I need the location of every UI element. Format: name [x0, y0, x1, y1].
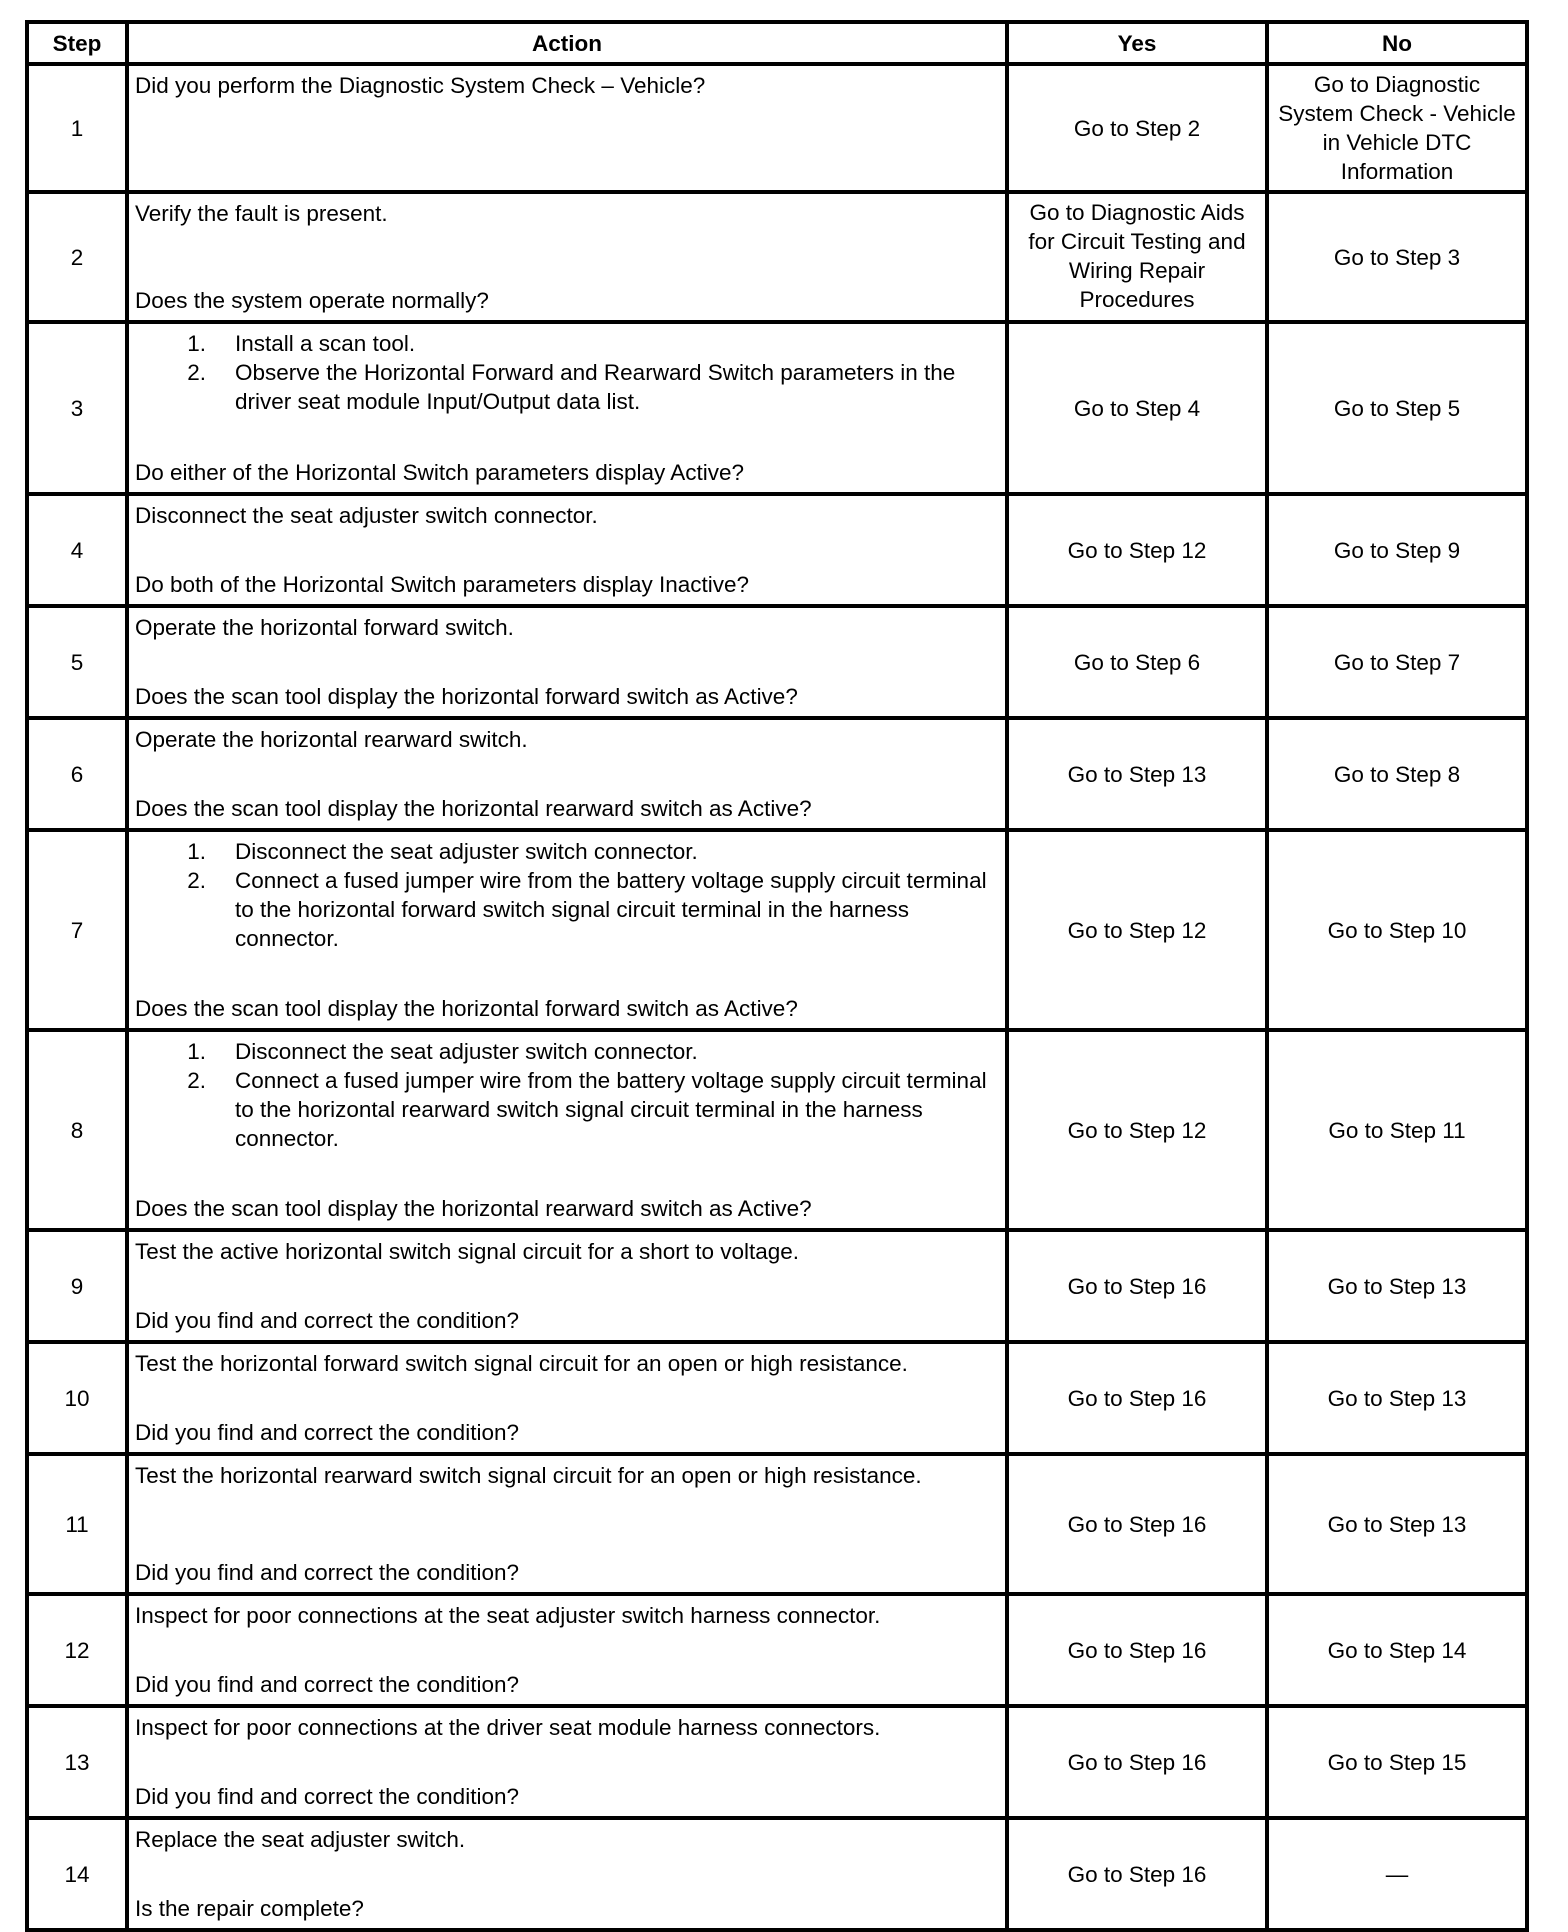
procedure-list — [135, 837, 999, 953]
procedure-item-number: 2. — [187, 868, 206, 893]
action-question: Did you find and correct the condition? — [135, 1672, 519, 1697]
table-row — [27, 1454, 1527, 1594]
no-result: Go to Step 14 — [1267, 1594, 1527, 1706]
header-step: Step — [27, 22, 127, 64]
table-row — [27, 1818, 1527, 1930]
step-number: 6 — [27, 718, 127, 830]
spacer — [135, 1630, 999, 1670]
header-action: Action — [127, 22, 1007, 64]
procedure-item-text: Install a scan tool. — [235, 331, 416, 356]
action-cell — [127, 322, 1007, 494]
procedure-item-number: 1. — [187, 1039, 206, 1064]
spacer — [135, 754, 999, 794]
action-cell — [127, 1594, 1007, 1706]
yes-result: Go to Step 12 — [1007, 830, 1267, 1030]
action-instruction: Operate the horizontal forward switch. — [135, 615, 514, 640]
action-cell — [127, 830, 1007, 1030]
action-cell — [127, 494, 1007, 606]
table-row — [27, 1706, 1527, 1818]
yes-result: Go to Step 16 — [1007, 1706, 1267, 1818]
spacer — [135, 1153, 999, 1194]
procedure-list — [135, 329, 999, 416]
no-result: Go to Step 5 — [1267, 322, 1527, 494]
action-question: Does the system operate normally? — [135, 288, 489, 313]
table-row — [27, 1030, 1527, 1230]
action-instruction: Verify the fault is present. — [135, 201, 388, 226]
action-instruction: Test the horizontal rearward switch signal circuit for an open or high resistance. — [135, 1463, 922, 1488]
step-number: 12 — [27, 1594, 127, 1706]
step-number: 4 — [27, 494, 127, 606]
action-instruction: Did you perform the Diagnostic System Check – Vehicle? — [135, 73, 706, 98]
yes-result: Go to Step 16 — [1007, 1818, 1267, 1930]
action-cell — [127, 1706, 1007, 1818]
procedure-item — [135, 1066, 999, 1153]
table-body — [27, 64, 1527, 1930]
yes-result: Go to Step 16 — [1007, 1342, 1267, 1454]
spacer — [135, 1854, 999, 1894]
action-question: Did you find and correct the condition? — [135, 1784, 519, 1809]
no-result: Go to Step 13 — [1267, 1342, 1527, 1454]
step-number: 8 — [27, 1030, 127, 1230]
step-number: 1 — [27, 64, 127, 192]
table-header — [27, 22, 1527, 64]
action-cell — [127, 606, 1007, 718]
yes-result: Go to Step 6 — [1007, 606, 1267, 718]
procedure-item-text: Disconnect the seat adjuster switch connector. — [235, 1039, 698, 1064]
action-cell — [127, 1342, 1007, 1454]
action-instruction: Test the horizontal forward switch signal circuit for an open or high resistance. — [135, 1351, 908, 1376]
yes-result: Go to Step 2 — [1007, 64, 1267, 192]
procedure-item-text: Connect a fused jumper wire from the battery voltage supply circuit terminal to the horizontal rearward switch signal circuit terminal in the harness connector. — [235, 1068, 987, 1151]
no-result: Go to Step 8 — [1267, 718, 1527, 830]
procedure-item-text: Observe the Horizontal Forward and Rearward Switch parameters in the driver seat module Input/Output data list. — [235, 360, 956, 414]
table-row — [27, 322, 1527, 494]
action-instruction: Replace the seat adjuster switch. — [135, 1827, 466, 1852]
procedure-item-number: 1. — [187, 331, 206, 356]
no-result: Go to Step 13 — [1267, 1454, 1527, 1594]
spacer — [135, 530, 999, 570]
spacer — [135, 1490, 999, 1558]
spacer — [135, 1378, 999, 1418]
yes-result: Go to Step 16 — [1007, 1230, 1267, 1342]
table-row — [27, 192, 1527, 322]
yes-result: Go to Step 4 — [1007, 322, 1267, 494]
action-question: Does the scan tool display the horizontal rearward switch as Active? — [135, 796, 812, 821]
no-result: Go to Step 9 — [1267, 494, 1527, 606]
table-row — [27, 830, 1527, 1030]
spacer — [135, 228, 999, 286]
no-result: — — [1267, 1818, 1527, 1930]
procedure-item — [135, 837, 999, 866]
action-question: Is the repair complete? — [135, 1896, 364, 1921]
action-question: Did you find and correct the condition? — [135, 1420, 519, 1445]
action-instruction: Test the active horizontal switch signal circuit for a short to voltage. — [135, 1239, 800, 1264]
yes-result: Go to Diagnostic Aids for Circuit Testing and Wiring Repair Procedures — [1007, 192, 1267, 322]
step-number: 11 — [27, 1454, 127, 1594]
table-row — [27, 494, 1527, 606]
procedure-item — [135, 329, 999, 358]
table-row — [27, 1594, 1527, 1706]
yes-result: Go to Step 13 — [1007, 718, 1267, 830]
action-cell — [127, 1230, 1007, 1342]
step-number: 5 — [27, 606, 127, 718]
no-result: Go to Diagnostic System Check - Vehicle in Vehicle DTC Information — [1267, 64, 1527, 192]
procedure-item-number: 1. — [187, 839, 206, 864]
step-number: 13 — [27, 1706, 127, 1818]
procedure-list — [135, 1037, 999, 1153]
step-number: 10 — [27, 1342, 127, 1454]
table-row — [27, 1342, 1527, 1454]
step-number: 7 — [27, 830, 127, 1030]
table-row — [27, 64, 1527, 192]
action-question: Does the scan tool display the horizontal forward switch as Active? — [135, 684, 798, 709]
spacer — [135, 953, 999, 994]
no-result: Go to Step 7 — [1267, 606, 1527, 718]
action-cell — [127, 64, 1007, 192]
spacer — [135, 1266, 999, 1306]
yes-result: Go to Step 16 — [1007, 1454, 1267, 1594]
table-row — [27, 1230, 1527, 1342]
action-question: Did you find and correct the condition? — [135, 1560, 519, 1585]
procedure-item-number: 2. — [187, 1068, 206, 1093]
yes-result: Go to Step 16 — [1007, 1594, 1267, 1706]
header-yes: Yes — [1007, 22, 1267, 64]
yes-result: Go to Step 12 — [1007, 1030, 1267, 1230]
step-number: 9 — [27, 1230, 127, 1342]
action-cell — [127, 1818, 1007, 1930]
action-instruction: Inspect for poor connections at the driver seat module harness connectors. — [135, 1715, 881, 1740]
table-row — [27, 718, 1527, 830]
action-cell — [127, 1030, 1007, 1230]
yes-result: Go to Step 12 — [1007, 494, 1267, 606]
action-cell — [127, 1454, 1007, 1594]
no-result: Go to Step 15 — [1267, 1706, 1527, 1818]
procedure-item-number: 2. — [187, 360, 206, 385]
action-instruction: Inspect for poor connections at the seat adjuster switch harness connector. — [135, 1603, 881, 1628]
action-instruction: Disconnect the seat adjuster switch connector. — [135, 503, 598, 528]
header-no: No — [1267, 22, 1527, 64]
no-result: Go to Step 13 — [1267, 1230, 1527, 1342]
action-question: Does the scan tool display the horizontal rearward switch as Active? — [135, 1196, 812, 1221]
procedure-item — [135, 1037, 999, 1066]
no-result: Go to Step 3 — [1267, 192, 1527, 322]
header-row — [27, 22, 1527, 64]
table-row — [27, 606, 1527, 718]
step-number: 2 — [27, 192, 127, 322]
action-question: Did you find and correct the condition? — [135, 1308, 519, 1333]
procedure-item-text: Connect a fused jumper wire from the battery voltage supply circuit terminal to the horizontal forward switch signal circuit terminal in the harness connector. — [235, 868, 987, 951]
spacer — [135, 416, 999, 458]
action-cell — [127, 192, 1007, 322]
no-result: Go to Step 10 — [1267, 830, 1527, 1030]
diagnostic-table — [25, 20, 1529, 1932]
spacer — [135, 1742, 999, 1782]
no-result: Go to Step 11 — [1267, 1030, 1527, 1230]
action-instruction: Operate the horizontal rearward switch. — [135, 727, 528, 752]
procedure-item-text: Disconnect the seat adjuster switch connector. — [235, 839, 698, 864]
action-question: Do both of the Horizontal Switch parameters display Inactive? — [135, 572, 750, 597]
action-question: Do either of the Horizontal Switch parameters display Active? — [135, 460, 745, 485]
action-cell — [127, 718, 1007, 830]
procedure-item — [135, 358, 999, 416]
step-number: 14 — [27, 1818, 127, 1930]
step-number: 3 — [27, 322, 127, 494]
action-question: Does the scan tool display the horizontal forward switch as Active? — [135, 996, 798, 1021]
procedure-item — [135, 866, 999, 953]
spacer — [135, 642, 999, 682]
